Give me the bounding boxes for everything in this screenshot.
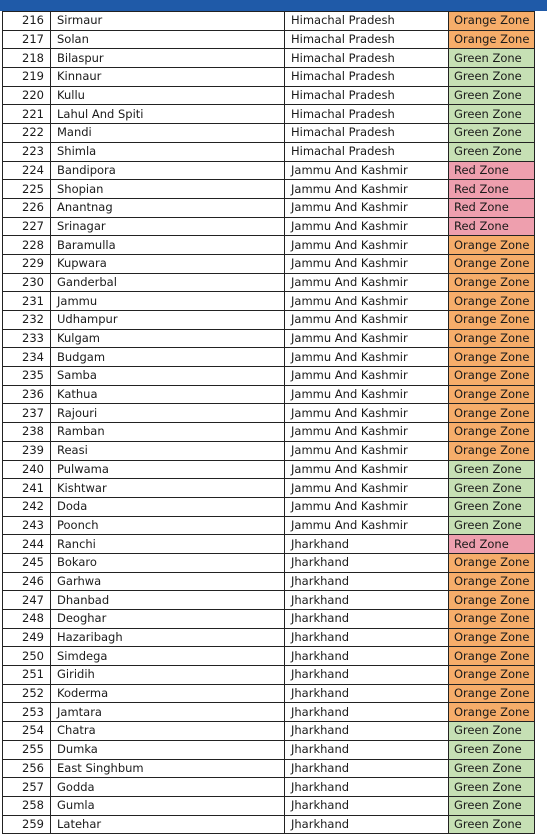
district-cell: Bokaro — [51, 553, 285, 572]
zone-cell: Red Zone — [449, 161, 535, 180]
row-number: 230 — [3, 273, 51, 292]
state-cell: Jammu And Kashmir — [285, 479, 449, 498]
table-row — [3, 666, 535, 685]
district-cell: Sirmaur — [51, 12, 285, 31]
state-cell: Himachal Pradesh — [285, 49, 449, 68]
district-cell: Kinnaur — [51, 68, 285, 87]
table-row — [3, 198, 535, 217]
row-number: 254 — [3, 722, 51, 741]
state-cell: Jharkhand — [285, 628, 449, 647]
table-row — [3, 105, 535, 124]
district-cell: Kathua — [51, 385, 285, 404]
zone-cell: Red Zone — [449, 217, 535, 236]
zone-cell: Green Zone — [449, 722, 535, 741]
row-number: 220 — [3, 86, 51, 105]
zone-cell: Orange Zone — [449, 254, 535, 273]
table-row — [3, 161, 535, 180]
table-row — [3, 460, 535, 479]
table-row — [3, 684, 535, 703]
row-number: 228 — [3, 236, 51, 255]
district-cell: Kupwara — [51, 254, 285, 273]
state-cell: Jammu And Kashmir — [285, 236, 449, 255]
row-number: 234 — [3, 348, 51, 367]
zone-cell: Green Zone — [449, 86, 535, 105]
row-number: 216 — [3, 12, 51, 31]
table-row — [3, 236, 535, 255]
district-cell: Chatra — [51, 722, 285, 741]
row-number: 243 — [3, 516, 51, 535]
row-number: 256 — [3, 759, 51, 778]
row-number: 219 — [3, 68, 51, 87]
district-cell: Doda — [51, 497, 285, 516]
table-row — [3, 535, 535, 554]
state-cell: Himachal Pradesh — [285, 86, 449, 105]
row-number: 257 — [3, 778, 51, 797]
row-number: 227 — [3, 217, 51, 236]
zone-cell: Red Zone — [449, 180, 535, 199]
district-cell: Shimla — [51, 142, 285, 161]
state-cell: Himachal Pradesh — [285, 124, 449, 143]
district-cell: Giridih — [51, 666, 285, 685]
row-number: 252 — [3, 684, 51, 703]
district-cell: Deoghar — [51, 610, 285, 629]
district-cell: Anantnag — [51, 198, 285, 217]
table-row — [3, 329, 535, 348]
table-row — [3, 497, 535, 516]
table-row — [3, 217, 535, 236]
state-cell: Himachal Pradesh — [285, 12, 449, 31]
row-number: 255 — [3, 740, 51, 759]
district-cell: Jammu — [51, 292, 285, 311]
state-cell: Jharkhand — [285, 647, 449, 666]
district-cell: Samba — [51, 367, 285, 386]
state-cell: Jharkhand — [285, 740, 449, 759]
state-cell: Jharkhand — [285, 759, 449, 778]
table-row — [3, 740, 535, 759]
zone-cell: Orange Zone — [449, 273, 535, 292]
state-cell: Jharkhand — [285, 684, 449, 703]
zone-cell: Orange Zone — [449, 236, 535, 255]
zone-cell: Green Zone — [449, 105, 535, 124]
state-cell: Jammu And Kashmir — [285, 329, 449, 348]
table-row — [3, 628, 535, 647]
table-row — [3, 703, 535, 722]
zone-cell: Green Zone — [449, 516, 535, 535]
district-cell: Bandipora — [51, 161, 285, 180]
state-cell: Himachal Pradesh — [285, 68, 449, 87]
district-cell: Shopian — [51, 180, 285, 199]
district-cell: Reasi — [51, 441, 285, 460]
state-cell: Jammu And Kashmir — [285, 292, 449, 311]
zone-cell: Orange Zone — [449, 572, 535, 591]
state-cell: Himachal Pradesh — [285, 105, 449, 124]
district-cell: Lahul And Spiti — [51, 105, 285, 124]
district-cell: East Singhbum — [51, 759, 285, 778]
table-row — [3, 254, 535, 273]
district-cell: Garhwa — [51, 572, 285, 591]
district-cell: Kishtwar — [51, 479, 285, 498]
table-row — [3, 68, 535, 87]
state-cell: Jammu And Kashmir — [285, 311, 449, 330]
row-number: 225 — [3, 180, 51, 199]
state-cell: Jammu And Kashmir — [285, 423, 449, 442]
district-cell: Koderma — [51, 684, 285, 703]
district-cell: Rajouri — [51, 404, 285, 423]
district-cell: Pulwama — [51, 460, 285, 479]
row-number: 231 — [3, 292, 51, 311]
state-cell: Jammu And Kashmir — [285, 198, 449, 217]
district-zone-table — [2, 11, 535, 834]
table-row — [3, 273, 535, 292]
row-number: 237 — [3, 404, 51, 423]
zone-cell: Green Zone — [449, 778, 535, 797]
row-number: 253 — [3, 703, 51, 722]
table-row — [3, 311, 535, 330]
district-cell: Ranchi — [51, 535, 285, 554]
state-cell: Jharkhand — [285, 666, 449, 685]
zone-cell: Red Zone — [449, 198, 535, 217]
table-row — [3, 385, 535, 404]
row-number: 247 — [3, 591, 51, 610]
table-row — [3, 441, 535, 460]
state-cell: Jammu And Kashmir — [285, 516, 449, 535]
table-row — [3, 553, 535, 572]
zone-cell: Green Zone — [449, 460, 535, 479]
zone-cell: Green Zone — [449, 49, 535, 68]
state-cell: Himachal Pradesh — [285, 142, 449, 161]
district-cell: Kulgam — [51, 329, 285, 348]
row-number: 245 — [3, 553, 51, 572]
zone-cell: Orange Zone — [449, 441, 535, 460]
state-cell: Jammu And Kashmir — [285, 441, 449, 460]
state-cell: Jammu And Kashmir — [285, 348, 449, 367]
state-cell: Jharkhand — [285, 535, 449, 554]
row-number: 242 — [3, 497, 51, 516]
district-cell: Poonch — [51, 516, 285, 535]
zone-cell: Orange Zone — [449, 12, 535, 31]
row-number: 224 — [3, 161, 51, 180]
row-number: 233 — [3, 329, 51, 348]
row-number: 217 — [3, 30, 51, 49]
zone-cell: Red Zone — [449, 535, 535, 554]
table-row — [3, 180, 535, 199]
zone-cell: Green Zone — [449, 479, 535, 498]
row-number: 223 — [3, 142, 51, 161]
zone-cell: Orange Zone — [449, 553, 535, 572]
state-cell: Jammu And Kashmir — [285, 254, 449, 273]
district-cell: Hazaribagh — [51, 628, 285, 647]
row-number: 239 — [3, 441, 51, 460]
row-number: 222 — [3, 124, 51, 143]
row-number: 251 — [3, 666, 51, 685]
table-row — [3, 796, 535, 815]
state-cell: Jharkhand — [285, 553, 449, 572]
district-cell: Latehar — [51, 815, 285, 834]
row-number: 236 — [3, 385, 51, 404]
table-row — [3, 647, 535, 666]
row-number: 241 — [3, 479, 51, 498]
zone-cell: Orange Zone — [449, 666, 535, 685]
zone-cell: Green Zone — [449, 740, 535, 759]
table-row — [3, 759, 535, 778]
district-cell: Ganderbal — [51, 273, 285, 292]
row-number: 218 — [3, 49, 51, 68]
row-number: 221 — [3, 105, 51, 124]
zone-cell: Green Zone — [449, 124, 535, 143]
row-number: 232 — [3, 311, 51, 330]
zone-cell: Orange Zone — [449, 423, 535, 442]
district-cell: Kullu — [51, 86, 285, 105]
state-cell: Jammu And Kashmir — [285, 180, 449, 199]
state-cell: Jharkhand — [285, 610, 449, 629]
row-number: 226 — [3, 198, 51, 217]
row-number: 240 — [3, 460, 51, 479]
zone-cell: Orange Zone — [449, 591, 535, 610]
row-number: 235 — [3, 367, 51, 386]
zone-cell: Orange Zone — [449, 292, 535, 311]
state-cell: Jharkhand — [285, 815, 449, 834]
table-row — [3, 142, 535, 161]
table-row — [3, 479, 535, 498]
table-row — [3, 778, 535, 797]
state-cell: Jammu And Kashmir — [285, 385, 449, 404]
zone-cell: Orange Zone — [449, 610, 535, 629]
table-row — [3, 591, 535, 610]
state-cell: Jammu And Kashmir — [285, 161, 449, 180]
table-row — [3, 30, 535, 49]
table-row — [3, 49, 535, 68]
table-header-bar — [0, 0, 547, 11]
district-cell: Srinagar — [51, 217, 285, 236]
state-cell: Jharkhand — [285, 796, 449, 815]
district-cell: Godda — [51, 778, 285, 797]
district-cell: Dumka — [51, 740, 285, 759]
row-number: 259 — [3, 815, 51, 834]
table-row — [3, 86, 535, 105]
district-cell: Jamtara — [51, 703, 285, 722]
zone-cell: Orange Zone — [449, 647, 535, 666]
table-row — [3, 292, 535, 311]
row-number: 250 — [3, 647, 51, 666]
row-number: 248 — [3, 610, 51, 629]
zone-cell: Green Zone — [449, 815, 535, 834]
table-row — [3, 367, 535, 386]
table-row — [3, 348, 535, 367]
zone-cell: Green Zone — [449, 497, 535, 516]
zone-cell: Orange Zone — [449, 385, 535, 404]
district-cell: Solan — [51, 30, 285, 49]
state-cell: Jammu And Kashmir — [285, 217, 449, 236]
state-cell: Jharkhand — [285, 703, 449, 722]
district-cell: Udhampur — [51, 311, 285, 330]
district-cell: Ramban — [51, 423, 285, 442]
state-cell: Jharkhand — [285, 572, 449, 591]
district-cell: Dhanbad — [51, 591, 285, 610]
state-cell: Jammu And Kashmir — [285, 273, 449, 292]
zone-cell: Orange Zone — [449, 311, 535, 330]
zone-cell: Green Zone — [449, 68, 535, 87]
state-cell: Jharkhand — [285, 722, 449, 741]
zone-cell: Orange Zone — [449, 329, 535, 348]
zone-cell: Green Zone — [449, 759, 535, 778]
zone-cell: Orange Zone — [449, 404, 535, 423]
zone-cell: Orange Zone — [449, 30, 535, 49]
table-body — [3, 12, 535, 834]
district-cell: Gumla — [51, 796, 285, 815]
table-row — [3, 516, 535, 535]
table-row — [3, 124, 535, 143]
table-row — [3, 610, 535, 629]
district-cell: Budgam — [51, 348, 285, 367]
table-row — [3, 404, 535, 423]
zone-cell: Orange Zone — [449, 684, 535, 703]
district-cell: Bilaspur — [51, 49, 285, 68]
state-cell: Jammu And Kashmir — [285, 404, 449, 423]
state-cell: Himachal Pradesh — [285, 30, 449, 49]
zone-cell: Orange Zone — [449, 348, 535, 367]
zone-cell: Green Zone — [449, 796, 535, 815]
row-number: 244 — [3, 535, 51, 554]
table-row — [3, 572, 535, 591]
zone-cell: Green Zone — [449, 142, 535, 161]
state-cell: Jammu And Kashmir — [285, 497, 449, 516]
state-cell: Jharkhand — [285, 591, 449, 610]
table-row — [3, 12, 535, 31]
state-cell: Jammu And Kashmir — [285, 367, 449, 386]
zone-cell: Orange Zone — [449, 628, 535, 647]
row-number: 249 — [3, 628, 51, 647]
state-cell: Jammu And Kashmir — [285, 460, 449, 479]
district-cell: Mandi — [51, 124, 285, 143]
row-number: 246 — [3, 572, 51, 591]
table-row — [3, 423, 535, 442]
row-number: 258 — [3, 796, 51, 815]
zone-cell: Orange Zone — [449, 703, 535, 722]
table-row — [3, 722, 535, 741]
table-row — [3, 815, 535, 834]
district-cell: Baramulla — [51, 236, 285, 255]
zone-cell: Orange Zone — [449, 367, 535, 386]
row-number: 229 — [3, 254, 51, 273]
district-cell: Simdega — [51, 647, 285, 666]
row-number: 238 — [3, 423, 51, 442]
state-cell: Jharkhand — [285, 778, 449, 797]
